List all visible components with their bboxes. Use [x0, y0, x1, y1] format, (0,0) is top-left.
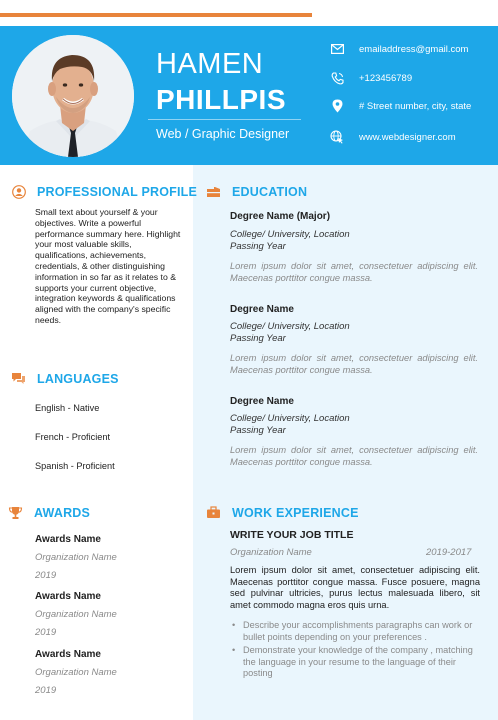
degree-school: College/ University, Location: [230, 321, 350, 332]
degree-title: Degree Name: [230, 396, 294, 407]
top-accent-line: [0, 13, 312, 17]
awards-heading: [8, 505, 90, 520]
award-name: Awards Name: [35, 649, 101, 660]
degree-description: Lorem ipsum dolor sit amet, consectetuer adipiscing elit. Maecenas porttitor congue massa.: [230, 261, 478, 283]
experience-heading: [206, 505, 359, 520]
degree-year: Passing Year: [230, 333, 286, 344]
degree-description: Lorem ipsum dolor sit amet, consectetuer adipiscing elit. Maecenas porttitor congue massa.: [230, 353, 478, 375]
mail-icon: [330, 42, 344, 56]
trophy-icon: [8, 505, 23, 520]
profile-photo: [12, 35, 134, 157]
degree-school: College/ University, Location: [230, 413, 350, 424]
contact-email-text: emailaddress@gmail.com: [359, 43, 469, 55]
phone-icon: [330, 71, 344, 85]
contact-phone-text: +123456789: [359, 72, 413, 84]
award-name: Awards Name: [35, 534, 101, 545]
job-description: Lorem ipsum dolor sit amet, consectetuer adipiscing elit. Maecenas porttitor congue massa. Fusce posuere, magna sed pulvinar ultricies, purus lectus malesuada libero, sit amet commodo magna eros quis urna.: [230, 565, 480, 610]
education-heading: [206, 184, 307, 199]
job-organization: Organization Name: [230, 547, 312, 558]
contact-email[interactable]: [330, 42, 468, 56]
contact-address-text: # Street number, city, state: [359, 100, 472, 112]
degree-title: Degree Name: [230, 304, 294, 315]
contact-website-text: www.webdesigner.com: [359, 131, 456, 143]
contact-address: [330, 99, 471, 113]
award-year: 2019: [35, 570, 57, 581]
award-org: Organization Name: [35, 552, 117, 563]
contact-website[interactable]: [330, 130, 456, 144]
language-item: French - Proficient: [35, 432, 111, 442]
degree-year: Passing Year: [230, 241, 286, 252]
language-item: English - Native: [35, 403, 100, 413]
award-year: 2019: [35, 627, 57, 638]
name-divider: [148, 119, 301, 120]
languages-heading: [11, 371, 119, 386]
job-role: Web / Graphic Designer: [156, 127, 290, 141]
job-years: 2019-2017: [426, 547, 472, 558]
degree-description: Lorem ipsum dolor sit amet, consectetuer adipiscing elit. Maecenas porttitor congue massa.: [230, 445, 478, 467]
award-org: Organization Name: [35, 667, 117, 678]
job-title: WRITE YOUR JOB TITLE: [230, 529, 354, 541]
job-bullet-list: [230, 620, 484, 680]
education-heading-text: EDUCATION: [232, 184, 308, 199]
award-org: Organization Name: [35, 609, 117, 620]
briefcase-icon: [206, 505, 221, 520]
user-icon: [11, 184, 26, 199]
globe-pointer-icon: [330, 130, 344, 144]
graduation-cap-icon: [206, 184, 221, 199]
award-name: Awards Name: [35, 591, 101, 602]
location-pin-icon: [330, 99, 344, 113]
speech-bubbles-icon: [11, 371, 26, 386]
profile-heading-text: PROFESSIONAL PROFILE: [37, 184, 198, 199]
profile-heading: [11, 184, 197, 199]
first-name: HAMEN: [156, 48, 264, 80]
degree-title: Degree Name (Major): [230, 211, 331, 222]
language-item: Spanish - Proficient: [35, 461, 115, 471]
contact-phone[interactable]: [330, 71, 412, 85]
degree-year: Passing Year: [230, 425, 286, 436]
job-bullet: • Demonstrate your knowledge of the company , matching the language in your resume to the language of their posting: [230, 645, 484, 680]
last-name: PHILLPIS: [156, 84, 287, 115]
languages-heading-text: LANGUAGES: [37, 371, 119, 386]
degree-school: College/ University, Location: [230, 229, 350, 240]
profile-summary: Small text about yourself & your objectives. Write a powerful performance summary here. Highlight your most valuable skills, qualifications, achievements, credentials, & other distinguishing information in so far as it relates to & supports your current objective, integration keywords & qualifications aligned with the company's specific needs.: [35, 207, 181, 325]
job-bullet: • Describe your accomplishments paragraphs can work or bullet points depending on your preferences .: [230, 620, 484, 643]
experience-heading-text: WORK EXPERIENCE: [232, 505, 359, 520]
award-year: 2019: [35, 685, 57, 696]
awards-heading-text: AWARDS: [34, 505, 91, 520]
